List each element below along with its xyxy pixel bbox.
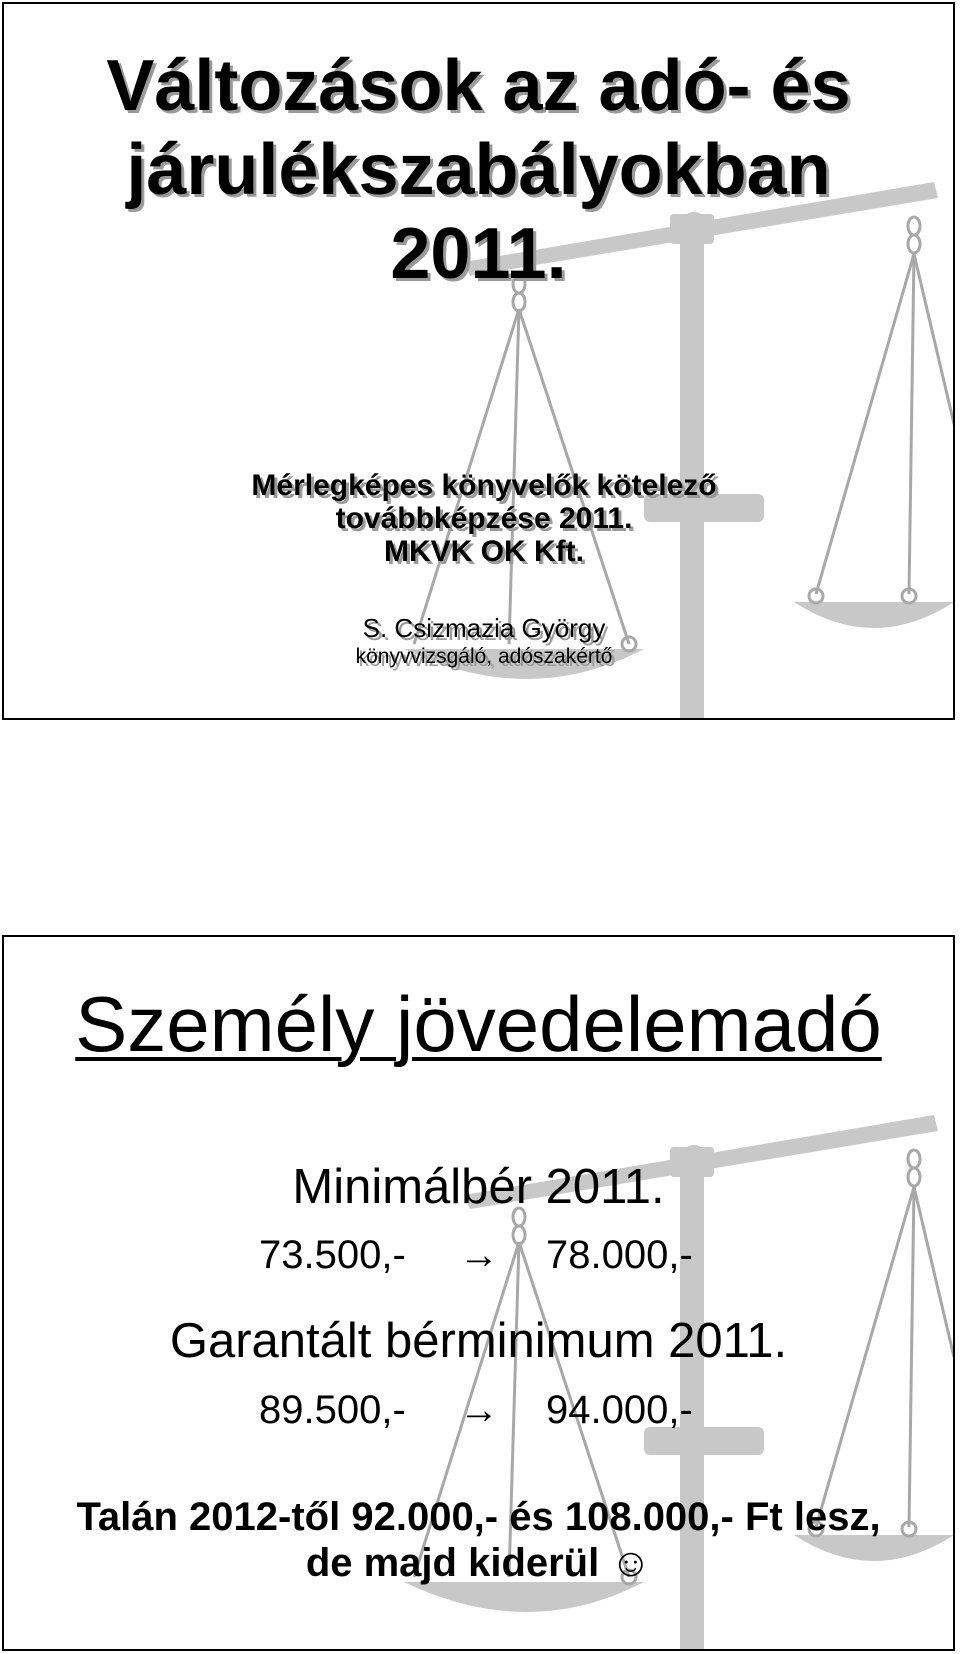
- content-slide: [2, 935, 955, 1651]
- guaranteed-old-value: 89.500,-: [259, 1388, 406, 1432]
- min-wage-new-value: 78.000,-: [546, 1233, 693, 1277]
- guaranteed-new-value: 94.000,-: [546, 1388, 693, 1432]
- guaranteed-minimum-heading: Garantált bérminimum 2011.: [169, 1314, 788, 1368]
- subtitle-line-3: MKVK OK Kft.: [384, 535, 584, 568]
- title-line-3: 2011.: [390, 214, 567, 294]
- subtitle: [4, 469, 955, 568]
- arrow-icon: →: [459, 1388, 499, 1432]
- forecast-note-line-2: de majd kiderül ☺: [305, 1541, 652, 1585]
- forecast-note: [4, 1494, 953, 1586]
- min-wage-old-value: 73.500,-: [259, 1233, 406, 1277]
- title-slide: [2, 2, 955, 720]
- slide-title: [4, 44, 953, 296]
- subtitle-line-2: továbbképzése 2011.: [335, 502, 633, 535]
- title-line-1: Változások az adó- és: [106, 46, 851, 126]
- author-affiliation: könyvvizsgáló, adószakértő: [355, 645, 613, 668]
- arrow-icon: →: [459, 1233, 499, 1277]
- author-name: S. Csizmazia György: [362, 613, 606, 643]
- title-line-2: járulékszabályokban: [126, 130, 831, 210]
- min-wage-heading: Minimálbér 2011.: [292, 1160, 665, 1214]
- slide-title: Személy jövedelemadó: [75, 980, 882, 1068]
- subtitle-line-1: Mérlegképes könyvelők kötelező: [251, 469, 717, 502]
- forecast-note-line-1: Talán 2012-től 92.000,- és 108.000,- Ft lesz,: [76, 1495, 881, 1539]
